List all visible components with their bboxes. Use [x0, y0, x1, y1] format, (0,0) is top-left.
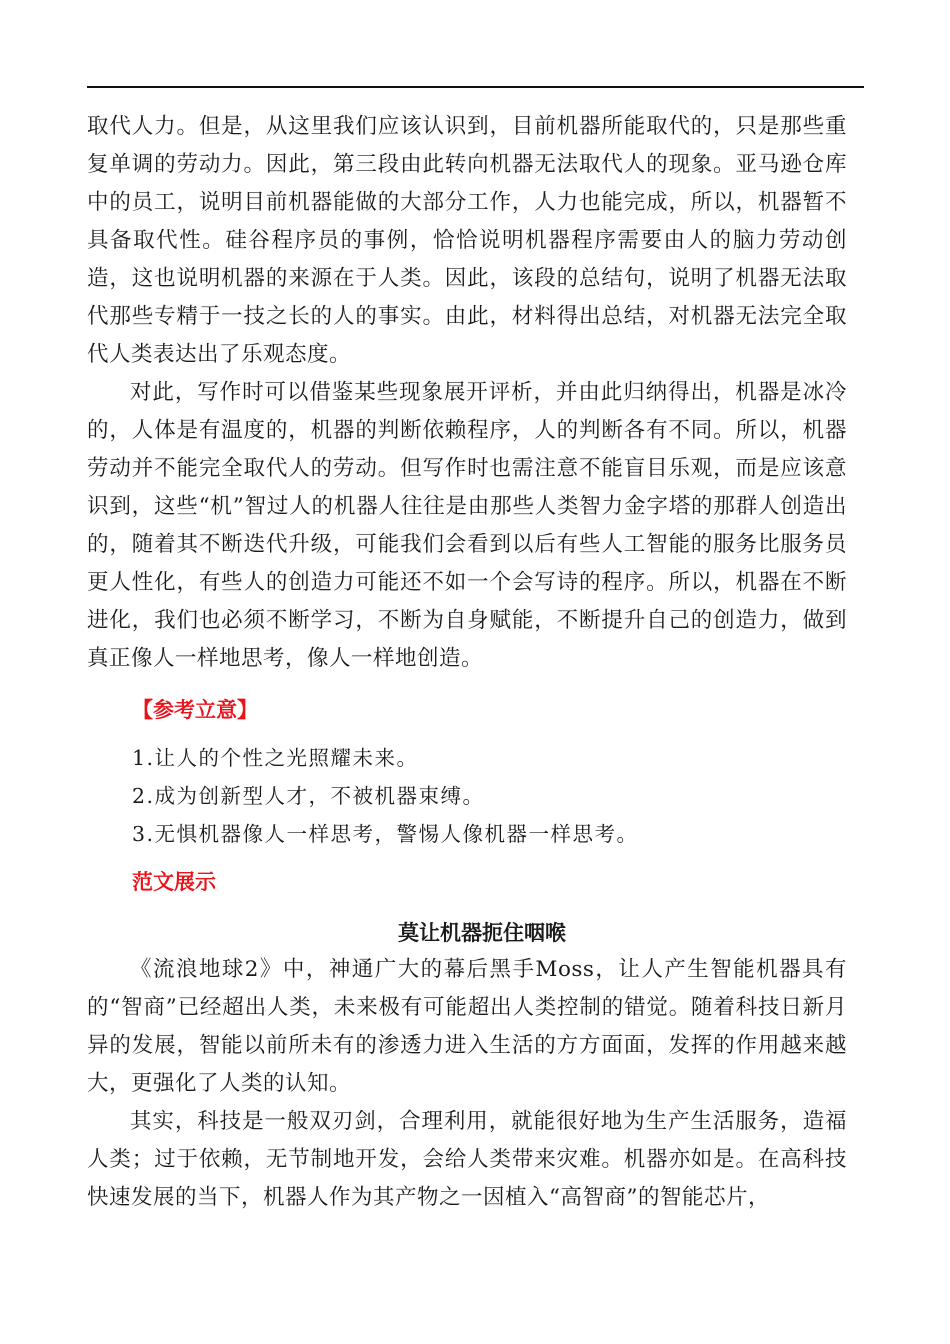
reference-ideas-list: [132, 739, 847, 853]
analysis-paragraph: 对此，写作时可以借鉴某些现象展开评析，并由此归纳得出，机器是冰冷的，人体是有温度的，机器的判断依赖程序，人的判断各有不同。所以，机器劳动并不能完全取代人的劳动。但写作时也需注意不能盲目乐观，而是应该意识到，这些“机”智过人的机器人往往是由那些人类智力金字塔的那群人创造出的，随着其不断迭代升级，可能我们会看到以后有些人工智能的服务比服务员更人性化，有些人的创造力可能还不如一个会写诗的程序。所以，机器在不断进化，我们也必须不断学习，不断为自身赋能，不断提升自己的创造力，做到真正像人一样地思考，像人一样地创造。: [87, 380, 847, 671]
essay-paragraph: 其实，科技是一般双刃剑，合理利用，就能很好地为生产生活服务，造福人类；过于依赖，无节制地开发，会给人类带来灾难。机器亦如是。在高科技快速发展的当下，机器人作为其产物之一因植入“高智商”的智能芯片，: [87, 1109, 847, 1210]
essay-title: 莫让机器扼住咽喉: [398, 921, 566, 945]
reference-idea-item: 2.成为创新型人才，不被机器束缚。: [132, 784, 485, 808]
reference-ideas-heading: 【参考立意】: [132, 698, 258, 722]
essay-paragraph: 《流浪地球2》中，神通广大的幕后黑手Moss，让人产生智能机器具有的“智商”已经超出人类，未来极有可能超出人类控制的错觉。随着科技日新月异的发展，智能以前所未有的渗透力进入生活的方方面面，发挥的作用越来越大，更强化了人类的认知。: [87, 957, 847, 1096]
reference-idea-item: 1.让人的个性之光照耀未来。: [132, 746, 419, 770]
sample-essay-heading: 范文展示: [132, 870, 216, 894]
document-body: [87, 108, 847, 1217]
header-rule: [87, 86, 864, 88]
continuation-paragraph: 取代人力。但是，从这里我们应该认识到，目前机器所能取代的，只是那些重复单调的劳动力。因此，第三段由此转向机器无法取代人的现象。亚马逊仓库中的员工，说明目前机器能做的大部分工作，人力也能完成，所以，机器暂不具备取代性。硅谷程序员的事例，恰恰说明机器程序需要由人的脑力劳动创造，这也说明机器的来源在于人类。因此，该段的总结句，说明了机器无法取代那些专精于一技之长的人的事实。由此，材料得出总结，对机器无法完全取代人类表达出了乐观态度。: [87, 114, 847, 367]
reference-idea-item: 3.无惧机器像人一样思考，警惕人像机器一样思考。: [132, 822, 639, 846]
